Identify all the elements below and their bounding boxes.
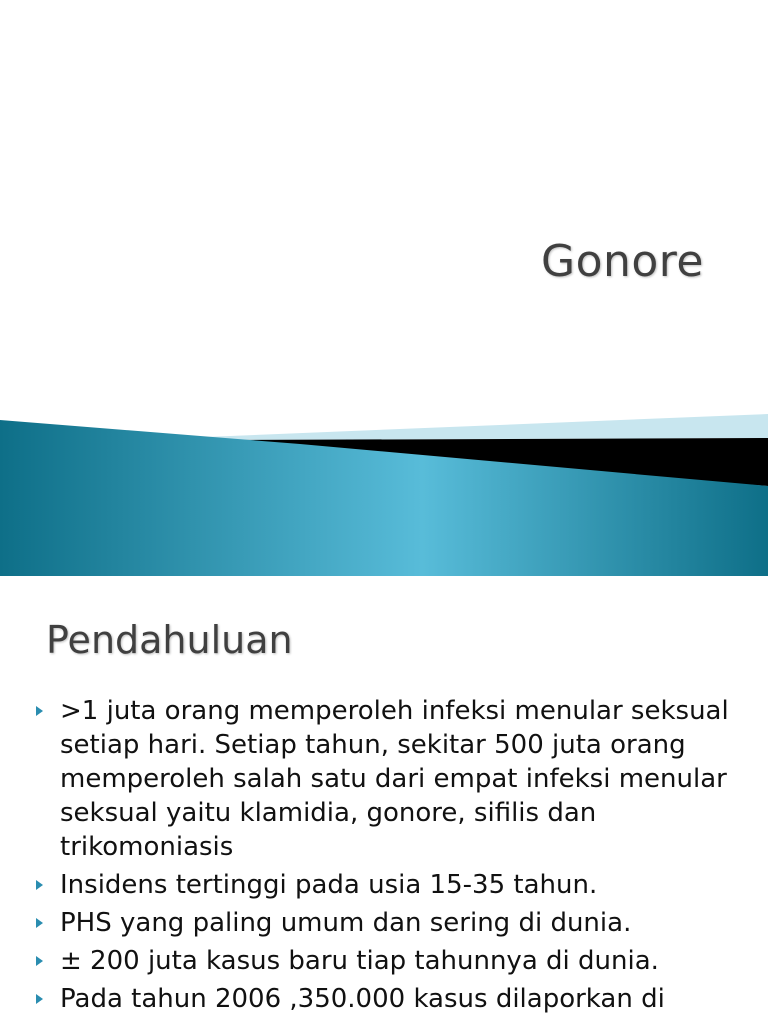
triangle-bullet-icon: [36, 880, 43, 890]
list-item: [36, 982, 736, 1016]
triangle-bullet-icon: [36, 918, 43, 928]
list-item-text: ± 200 juta kasus baru tiap tahunnya di dunia.: [60, 946, 659, 976]
list-item: [36, 906, 736, 940]
list-item: [36, 868, 736, 902]
section-heading: Pendahuluan: [46, 618, 293, 662]
slide-title: Gonore: [540, 236, 704, 287]
list-item-text: >1 juta orang memperoleh infeksi menular seksual setiap hari. Setiap tahun, sekitar 500 juta orang memperoleh salah satu dari empat infeksi menular seksual yaitu klamidia, gonore, sifilis dan trikomoniasis: [60, 696, 729, 862]
triangle-bullet-icon: [36, 994, 43, 1004]
list-item-text: PHS yang paling umum dan sering di dunia.: [60, 908, 632, 938]
list-item-text: Insidens tertinggi pada usia 15-35 tahun.: [60, 870, 598, 900]
list-item-text: Pada tahun 2006 ,350.000 kasus dilaporkan di: [60, 984, 665, 1014]
list-item: [36, 944, 736, 978]
band-pale-strip: [180, 414, 768, 440]
bullet-list: [36, 694, 736, 1020]
list-item: [36, 694, 736, 864]
triangle-bullet-icon: [36, 956, 43, 966]
triangle-bullet-icon: [36, 706, 43, 716]
content-slide: [0, 576, 768, 1024]
